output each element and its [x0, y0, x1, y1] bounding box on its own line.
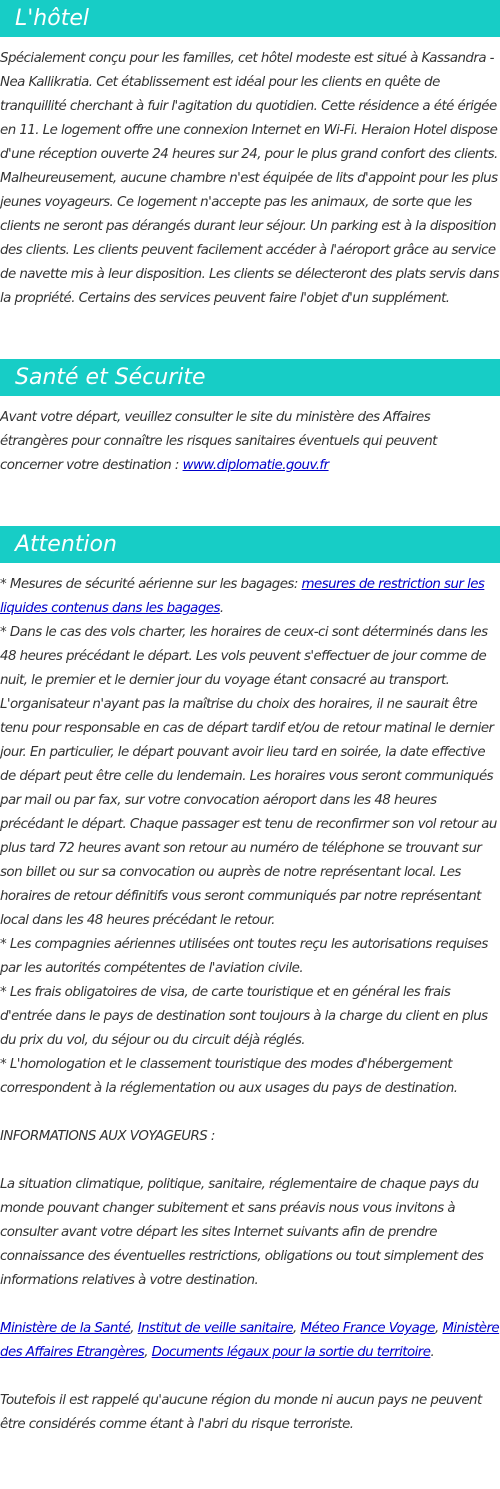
- charter-item: * Dans le cas des vols charter, les horaires de ceux-ci sont déterminés dans les 48 heures précédant le départ. Les vols peuvent s'effectuer de jour comme de nuit, le premier et le dernier jour du voyage étant consacré au transport. L'organisateur n'ayant pas la maîtrise du choix des horaires, il ne saurait être tenu pour responsable en cas de départ tardif et/ou de retour matinal le dernier jour. En particulier, le départ pouvant avoir lieu tard en soirée, la date effective de départ peut être celle du lendemain. Les horaires vous seront communiqués par mail ou par fax, sur votre convocation aéroport dans les 48 heures précédant le départ. Chaque passager est tenu de reconfirmer son vol retour au plus tard 72 heures avant son retour au numéro de téléphone se trouvant sur son billet ou sur sa convocation ou auprès de notre représentant local. Les horaires de retour définitifs vous seront communiqués par notre représentant local dans les 48 heures précédant le retour.: [0, 625, 497, 928]
- link-meteo-france[interactable]: Méteo France Voyage: [300, 1321, 435, 1336]
- infos-heading: INFORMATIONS AUX VOYAGEURS :: [0, 1129, 215, 1144]
- link-separator: ,: [434, 1321, 443, 1336]
- link-separator: ,: [144, 1345, 152, 1360]
- homologation-item: * L'homologation et le classement touristique des modes d'hébergement correspondent à la réglementation ou aux usages du pays de destination.: [0, 1057, 458, 1096]
- info-links: [0, 1317, 500, 1365]
- visa-item: * Les frais obligatoires de visa, de carte touristique et en général les frais d'entrée dans le pays de destination sont toujours à la charge du client en plus du prix du vol, du séjour ou du circuit déjà réglés.: [0, 985, 488, 1048]
- bagages-prefix: * Mesures de sécurité aérienne sur les bagages:: [0, 577, 302, 592]
- link-separator: ,: [130, 1321, 138, 1336]
- link-ministere-sante[interactable]: Ministère de la Santé: [0, 1321, 131, 1336]
- sante-paragraph: [0, 406, 500, 478]
- link-institut-veille[interactable]: Institut de veille sanitaire: [137, 1321, 294, 1336]
- attention-heading: Attention: [0, 526, 500, 563]
- sante-section: [0, 359, 500, 478]
- bagages-suffix: .: [219, 601, 224, 616]
- sante-text: Avant votre départ, veuillez consulter le site du ministère des Affaires étrangères pour connaître les risques sanitaires éventuels qui peuvent concerner votre destination :: [0, 410, 437, 473]
- link-documents-legaux[interactable]: Documents légaux pour la sortie du territoire: [151, 1345, 431, 1360]
- bagages-item: [0, 573, 500, 621]
- link-separator: ,: [293, 1321, 301, 1336]
- attention-body: [0, 573, 500, 1437]
- attention-section: [0, 526, 500, 1437]
- bagages-link[interactable]: mesures de restriction sur les liquides contenus dans les bagages: [0, 577, 485, 616]
- situation-paragraph: La situation climatique, politique, sanitaire, réglementaire de chaque pays du monde pouvant changer subitement et sans préavis nous vous invitons à consulter avant votre départ les sites Internet suivants afin de prendre connaissance des éventuelles restrictions, obligations ou tout simplement des informations relatives à votre destination.: [0, 1177, 484, 1288]
- hotel-section: [0, 0, 500, 311]
- hotel-description: Spécialement conçu pour les familles, cet hôtel modeste est situé à Kassandra - Nea Kallikratia. Cet établissement est idéal pour les clients en quête de tranquillité cherchant à fuir l'agitation du quotidien. Cette résidence a été érigée en 11. Le logement offre une connexion Internet en Wi-Fi. Heraion Hotel dispose d'une réception ouverte 24 heures sur 24, pour le plus grand confort des clients. Malheureusement, aucune chambre n'est équipée de lits d'appoint pour les plus jeunes voyageurs. Ce logement n'accepte pas les animaux, de sorte que les clients ne seront pas dérangés durant leur séjour. Un parking est à la disposition des clients. Les clients peuvent facilement accéder à l'aéroport grâce au service de navette mis à leur disposition. Les clients se délecteront des plats servis dans la propriété. Certains des services peuvent faire l'objet d'un supplément.: [0, 51, 499, 306]
- terrorisme-paragraph: Toutefois il est rappelé qu'aucune région du monde ni aucun pays ne peuvent être considérés comme étant à l'abri du risque terroriste.: [0, 1393, 482, 1432]
- sante-heading: Santé et Sécurite: [0, 359, 500, 396]
- link-affaires-etrangeres[interactable]: Ministère des Affaires Etrangères: [0, 1321, 500, 1360]
- links-end: .: [430, 1345, 435, 1360]
- diplomatie-link[interactable]: www.diplomatie.gouv.fr: [182, 458, 329, 473]
- hotel-heading: L'hôtel: [0, 0, 500, 37]
- compagnies-item: * Les compagnies aériennes utilisées ont toutes reçu les autorisations requises par les autorités compétentes de l'aviation civile.: [0, 937, 488, 976]
